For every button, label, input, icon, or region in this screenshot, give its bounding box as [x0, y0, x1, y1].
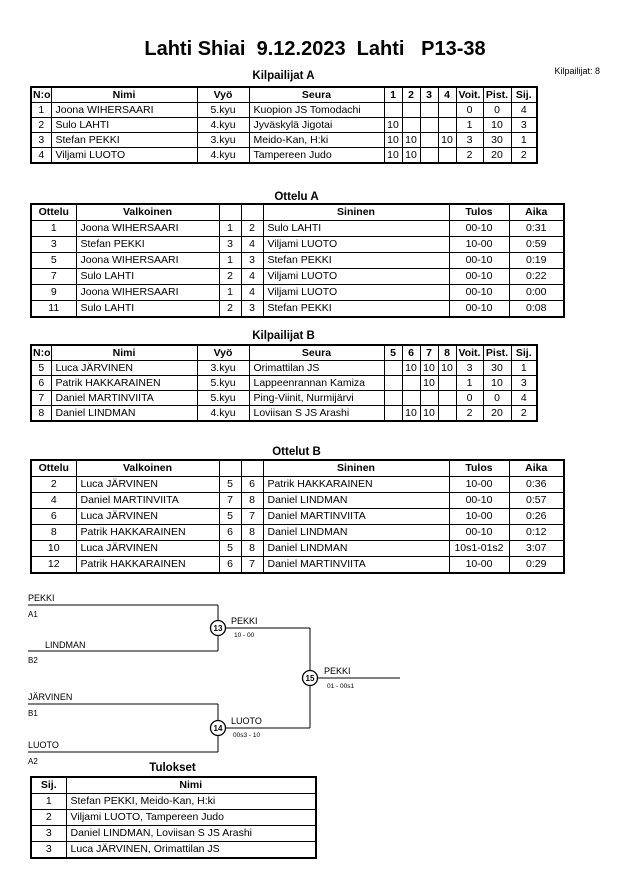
- cell-white-no: 1: [219, 221, 241, 237]
- cell-score-6: 10: [402, 406, 420, 422]
- finals-bracket: [0, 588, 630, 773]
- cell-blue-no: 4: [241, 269, 263, 285]
- cell-place: 4: [511, 103, 537, 118]
- cell-time: 0:08: [509, 301, 564, 318]
- cell-place: 2: [511, 148, 537, 164]
- cell-result: 10-00: [449, 477, 509, 493]
- cell-result: 00-10: [449, 285, 509, 301]
- cell-no: 2: [31, 118, 51, 133]
- cell-score-5: [384, 391, 402, 406]
- col-header-opp4: 4: [438, 87, 456, 103]
- cell-white-no: 3: [219, 237, 241, 253]
- cell-white-name: Joona WIHERSAARI: [76, 221, 219, 237]
- table-row: [31, 557, 564, 574]
- cell-score-2: 10: [402, 148, 420, 164]
- cell-blue-no: 3: [241, 253, 263, 269]
- cell-wins: 2: [456, 406, 483, 422]
- cell-blue-name: Daniel LINDMAN: [263, 525, 449, 541]
- cell-wins: 1: [456, 118, 483, 133]
- cell-result: 10-00: [449, 557, 509, 574]
- cell-points: 0: [483, 391, 511, 406]
- cell-time: 0:57: [509, 493, 564, 509]
- cell-club: Orimattilan JS: [249, 361, 384, 376]
- cell-points: 0: [483, 103, 511, 118]
- semi1-top-seed: A1: [28, 610, 38, 619]
- cell-time: 0:29: [509, 557, 564, 574]
- cell-result: 00-10: [449, 253, 509, 269]
- cell-white-name: Daniel MARTINVIITA: [76, 493, 219, 509]
- table-row: [31, 118, 537, 133]
- cell-score-4: [438, 118, 456, 133]
- cell-name: Viljami LUOTO, Tampereen Judo: [66, 810, 316, 826]
- cell-no: 8: [31, 406, 51, 422]
- col-header-result: Tulos: [449, 460, 509, 477]
- col-header-place: Sij.: [511, 345, 537, 361]
- col-header-wins: Voit.: [456, 87, 483, 103]
- cell-name: Luca JÄRVINEN: [51, 361, 197, 376]
- cell-no: 7: [31, 391, 51, 406]
- cell-match-no: 9: [31, 285, 76, 301]
- cell-white-no: 5: [219, 509, 241, 525]
- semi2-bottom-name: LUOTO: [28, 740, 59, 750]
- header-row: [31, 204, 564, 221]
- table-row: [31, 406, 537, 422]
- cell-blue-name: Stefan PEKKI: [263, 253, 449, 269]
- cell-score-6: 10: [402, 361, 420, 376]
- cell-match-no: 6: [31, 509, 76, 525]
- cell-score-2: 10: [402, 133, 420, 148]
- cell-score-7: 10: [420, 406, 438, 422]
- cell-name: Daniel LINDMAN: [51, 406, 197, 422]
- cell-time: 3:07: [509, 541, 564, 557]
- cell-score-8: [438, 376, 456, 391]
- cell-blue-no: 8: [241, 493, 263, 509]
- cell-points: 30: [483, 361, 511, 376]
- cell-club: Loviisan S JS Arashi: [249, 406, 384, 422]
- cell-white-no: 1: [219, 253, 241, 269]
- cell-belt: 5.kyu: [197, 391, 249, 406]
- match-13-number: 13: [213, 624, 223, 633]
- cell-no: 4: [31, 148, 51, 164]
- cell-name: Stefan PEKKI, Meido-Kan, H:ki: [66, 794, 316, 810]
- col-header-club: Seura: [249, 87, 384, 103]
- cell-place: 1: [511, 133, 537, 148]
- cell-name: Daniel MARTINVIITA: [51, 391, 197, 406]
- cell-score-7: 10: [420, 376, 438, 391]
- cell-score-8: [438, 391, 456, 406]
- cell-score-6: [402, 391, 420, 406]
- cell-name: Stefan PEKKI: [51, 133, 197, 148]
- pool-b-table: [30, 344, 538, 422]
- page-title: Lahti Shiai 9.12.2023 Lahti P13-38: [144, 38, 486, 60]
- col-header-white: Valkoinen: [76, 204, 219, 221]
- semi1-top-name: PEKKI: [28, 593, 55, 603]
- cell-white-no: 7: [219, 493, 241, 509]
- cell-score-8: [438, 406, 456, 422]
- col-header-name: Nimi: [51, 87, 197, 103]
- header-row: [31, 345, 537, 361]
- cell-white-name: Joona WIHERSAARI: [76, 253, 219, 269]
- cell-match-no: 2: [31, 477, 76, 493]
- cell-score-1: 10: [384, 148, 402, 164]
- cell-white-name: Patrik HAKKARAINEN: [76, 557, 219, 574]
- match-15-number: 15: [305, 674, 315, 683]
- cell-white-no: 1: [219, 285, 241, 301]
- table-row: [31, 148, 537, 164]
- col-header-no: N:o: [33, 346, 51, 359]
- cell-place: 3: [511, 118, 537, 133]
- table-row: [31, 794, 316, 810]
- cell-score-5: [384, 361, 402, 376]
- cell-wins: 3: [456, 133, 483, 148]
- cell-place: 2: [511, 406, 537, 422]
- cell-match-no: 4: [31, 493, 76, 509]
- cell-result: 10-00: [449, 237, 509, 253]
- cell-blue-name: Viljami LUOTO: [263, 285, 449, 301]
- cell-white-name: Stefan PEKKI: [76, 237, 219, 253]
- table-row: [31, 391, 537, 406]
- cell-blue-name: Daniel LINDMAN: [263, 541, 449, 557]
- cell-blue-name: Viljami LUOTO: [263, 237, 449, 253]
- cell-match-no: 7: [31, 269, 76, 285]
- cell-time: 0:26: [509, 509, 564, 525]
- cell-white-name: Patrik HAKKARAINEN: [76, 525, 219, 541]
- cell-score-2: [402, 118, 420, 133]
- col-header-white: Valkoinen: [76, 460, 219, 477]
- cell-points: 20: [483, 406, 511, 422]
- cell-match-no: 5: [31, 253, 76, 269]
- col-header-blue: Sininen: [263, 204, 449, 221]
- matches-b-heading: Ottelut B: [272, 446, 321, 458]
- cell-belt: 4.kyu: [197, 406, 249, 422]
- cell-score-5: [384, 376, 402, 391]
- cell-result: 00-10: [449, 269, 509, 285]
- cell-place: 2: [31, 810, 66, 826]
- cell-time: 0:36: [509, 477, 564, 493]
- cell-score-7: 10: [420, 361, 438, 376]
- table-row: [31, 826, 316, 842]
- table-row: [31, 477, 564, 493]
- semi2-score: 00s3 - 10: [233, 732, 261, 739]
- cell-blue-name: Stefan PEKKI: [263, 301, 449, 318]
- col-header-opp2: 2: [402, 87, 420, 103]
- competitors-count: Kilpailijat: 8: [554, 66, 600, 76]
- cell-score-1: 10: [384, 133, 402, 148]
- col-header-club: Seura: [249, 345, 384, 361]
- cell-result: 00-10: [449, 301, 509, 318]
- table-row: [31, 269, 564, 285]
- col-header-opp8: 8: [438, 345, 456, 361]
- cell-blue-no: 7: [241, 557, 263, 574]
- semi1-bottom-seed: B2: [28, 656, 38, 665]
- col-header-wins: Voit.: [456, 345, 483, 361]
- col-header-name: Nimi: [51, 345, 197, 361]
- col-header-blue-no: [241, 204, 263, 221]
- col-header-match-no: Ottelu: [31, 204, 76, 221]
- cell-no: 1: [31, 103, 51, 118]
- cell-name: Viljami LUOTO: [51, 148, 197, 164]
- semi1-bottom-name: LINDMAN: [45, 640, 86, 650]
- table-row: [31, 376, 537, 391]
- cell-blue-no: 2: [241, 221, 263, 237]
- cell-blue-no: 4: [241, 237, 263, 253]
- cell-result: 10s1-01s2: [449, 541, 509, 557]
- cell-time: 0:22: [509, 269, 564, 285]
- col-header-blue-no: [241, 460, 263, 477]
- cell-time: 0:59: [509, 237, 564, 253]
- cell-points: 30: [483, 133, 511, 148]
- semi2-top-name: JÄRVINEN: [28, 692, 73, 702]
- col-header-name: Nimi: [66, 777, 316, 794]
- cell-name: Luca JÄRVINEN, Orimattilan JS: [66, 842, 316, 859]
- cell-score-4: 10: [438, 133, 456, 148]
- cell-score-3: [420, 118, 438, 133]
- semi2-bottom-seed: A2: [28, 757, 38, 766]
- cell-place: 1: [511, 361, 537, 376]
- final-winner-name: PEKKI: [324, 666, 351, 676]
- col-header-match-no: Ottelu: [31, 460, 76, 477]
- cell-score-1: [384, 103, 402, 118]
- cell-white-no: 2: [219, 269, 241, 285]
- cell-match-no: 11: [31, 301, 76, 318]
- header-row: [31, 460, 564, 477]
- cell-club: Meido-Kan, H:ki: [249, 133, 384, 148]
- cell-wins: 2: [456, 148, 483, 164]
- cell-result: 00-10: [449, 525, 509, 541]
- cell-club: Jyväskylä Jigotai: [249, 118, 384, 133]
- col-header-place: Sij.: [511, 87, 537, 103]
- table-row: [31, 509, 564, 525]
- cell-wins: 0: [456, 391, 483, 406]
- col-header-opp5: 5: [384, 345, 402, 361]
- cell-blue-no: 8: [241, 541, 263, 557]
- cell-white-name: Luca JÄRVINEN: [76, 509, 219, 525]
- cell-score-5: [384, 406, 402, 422]
- cell-wins: 0: [456, 103, 483, 118]
- col-header-white-no: [219, 204, 241, 221]
- pool-b-heading: Kilpailijat B: [252, 330, 315, 342]
- semi2-top-seed: B1: [28, 709, 38, 718]
- col-header-time: Aika: [509, 460, 564, 477]
- cell-place: 3: [31, 826, 66, 842]
- cell-score-6: [402, 376, 420, 391]
- pool-a-heading: Kilpailijat A: [252, 70, 315, 82]
- cell-blue-name: Daniel MARTINVIITA: [263, 509, 449, 525]
- cell-score-7: [420, 391, 438, 406]
- col-header-opp1: 1: [384, 87, 402, 103]
- semi1-winner-name: PEKKI: [231, 616, 258, 626]
- matches-a-table: [30, 203, 565, 318]
- cell-blue-no: 6: [241, 477, 263, 493]
- cell-match-no: 10: [31, 541, 76, 557]
- cell-name: Joona WIHERSAARI: [51, 103, 197, 118]
- cell-blue-name: Sulo LAHTI: [263, 221, 449, 237]
- cell-blue-name: Daniel MARTINVIITA: [263, 557, 449, 574]
- table-row: [31, 525, 564, 541]
- cell-white-no: 6: [219, 525, 241, 541]
- cell-no: 3: [31, 133, 51, 148]
- col-header-blue: Sininen: [263, 460, 449, 477]
- cell-no: 6: [31, 376, 51, 391]
- cell-score-3: [420, 103, 438, 118]
- cell-club: Tampereen Judo: [249, 148, 384, 164]
- col-header-points: Pist.: [483, 87, 511, 103]
- table-row: [31, 541, 564, 557]
- matches-a-heading: Ottelu A: [274, 191, 319, 203]
- cell-blue-no: 8: [241, 525, 263, 541]
- cell-no: 5: [31, 361, 51, 376]
- cell-score-4: [438, 148, 456, 164]
- col-header-time: Aika: [509, 204, 564, 221]
- match-14-number: 14: [213, 724, 223, 733]
- cell-blue-no: 7: [241, 509, 263, 525]
- cell-match-no: 3: [31, 237, 76, 253]
- cell-belt: 5.kyu: [197, 376, 249, 391]
- cell-club: Lappeenrannan Kamiza: [249, 376, 384, 391]
- cell-score-3: [420, 148, 438, 164]
- table-row: [31, 237, 564, 253]
- cell-match-no: 1: [31, 221, 76, 237]
- cell-white-name: Sulo LAHTI: [76, 301, 219, 318]
- col-header-result: Tulos: [449, 204, 509, 221]
- cell-wins: 1: [456, 376, 483, 391]
- cell-club: Ping-Viinit, Nurmijärvi: [249, 391, 384, 406]
- col-header-place: Sij.: [31, 777, 66, 794]
- table-row: [31, 842, 316, 859]
- cell-white-name: Luca JÄRVINEN: [76, 477, 219, 493]
- cell-white-name: Luca JÄRVINEN: [76, 541, 219, 557]
- table-row: [31, 221, 564, 237]
- cell-result: 00-10: [449, 493, 509, 509]
- cell-score-8: 10: [438, 361, 456, 376]
- semi2-winner-name: LUOTO: [231, 716, 262, 726]
- col-header-opp7: 7: [420, 345, 438, 361]
- cell-score-4: [438, 103, 456, 118]
- cell-name: Patrik HAKKARAINEN: [51, 376, 197, 391]
- cell-place: 1: [31, 794, 66, 810]
- cell-result: 10-00: [449, 509, 509, 525]
- table-row: [31, 361, 537, 376]
- cell-blue-no: 3: [241, 301, 263, 318]
- cell-match-no: 8: [31, 525, 76, 541]
- cell-blue-name: Daniel LINDMAN: [263, 493, 449, 509]
- cell-match-no: 12: [31, 557, 76, 574]
- cell-points: 10: [483, 118, 511, 133]
- col-header-points: Pist.: [483, 345, 511, 361]
- cell-belt: 3.kyu: [197, 361, 249, 376]
- final-score: 01 - 00s1: [327, 683, 355, 690]
- cell-blue-name: Patrik HAKKARAINEN: [263, 477, 449, 493]
- cell-belt: 4.kyu: [197, 118, 249, 133]
- cell-white-no: 5: [219, 541, 241, 557]
- cell-place: 3: [31, 842, 66, 859]
- cell-blue-name: Viljami LUOTO: [263, 269, 449, 285]
- table-row: [31, 103, 537, 118]
- semi1-score: 10 - 00: [234, 632, 255, 639]
- cell-name: Daniel LINDMAN, Loviisan S JS Arashi: [66, 826, 316, 842]
- pool-a-table: [30, 86, 538, 164]
- col-header-belt: Vyö: [197, 87, 249, 103]
- cell-name: Sulo LAHTI: [51, 118, 197, 133]
- cell-place: 4: [511, 391, 537, 406]
- cell-result: 00-10: [449, 221, 509, 237]
- cell-white-no: 5: [219, 477, 241, 493]
- col-header-white-no: [219, 460, 241, 477]
- col-header-no: N:o: [33, 88, 51, 101]
- table-row: [31, 810, 316, 826]
- cell-blue-no: 4: [241, 285, 263, 301]
- cell-white-name: Sulo LAHTI: [76, 269, 219, 285]
- cell-white-no: 6: [219, 557, 241, 574]
- cell-score-2: [402, 103, 420, 118]
- table-row: [31, 133, 537, 148]
- results-table: [30, 776, 317, 859]
- cell-time: 0:31: [509, 221, 564, 237]
- table-row: [31, 285, 564, 301]
- table-row: [31, 493, 564, 509]
- cell-points: 10: [483, 376, 511, 391]
- cell-belt: 3.kyu: [197, 133, 249, 148]
- cell-place: 3: [511, 376, 537, 391]
- header-row: [31, 87, 537, 103]
- cell-belt: 5.kyu: [197, 103, 249, 118]
- table-row: [31, 301, 564, 318]
- cell-white-name: Joona WIHERSAARI: [76, 285, 219, 301]
- cell-points: 20: [483, 148, 511, 164]
- col-header-opp3: 3: [420, 87, 438, 103]
- cell-belt: 4.kyu: [197, 148, 249, 164]
- cell-club: Kuopion JS Tomodachi: [249, 103, 384, 118]
- cell-time: 0:12: [509, 525, 564, 541]
- header-row: [31, 777, 316, 794]
- results-heading: Tulokset: [149, 762, 196, 774]
- col-header-opp6: 6: [402, 345, 420, 361]
- cell-time: 0:19: [509, 253, 564, 269]
- cell-time: 0:00: [509, 285, 564, 301]
- cell-score-1: 10: [384, 118, 402, 133]
- table-row: [31, 253, 564, 269]
- matches-b-table: [30, 459, 565, 574]
- cell-white-no: 2: [219, 301, 241, 318]
- cell-score-3: [420, 133, 438, 148]
- col-header-belt: Vyö: [197, 345, 249, 361]
- cell-wins: 3: [456, 361, 483, 376]
